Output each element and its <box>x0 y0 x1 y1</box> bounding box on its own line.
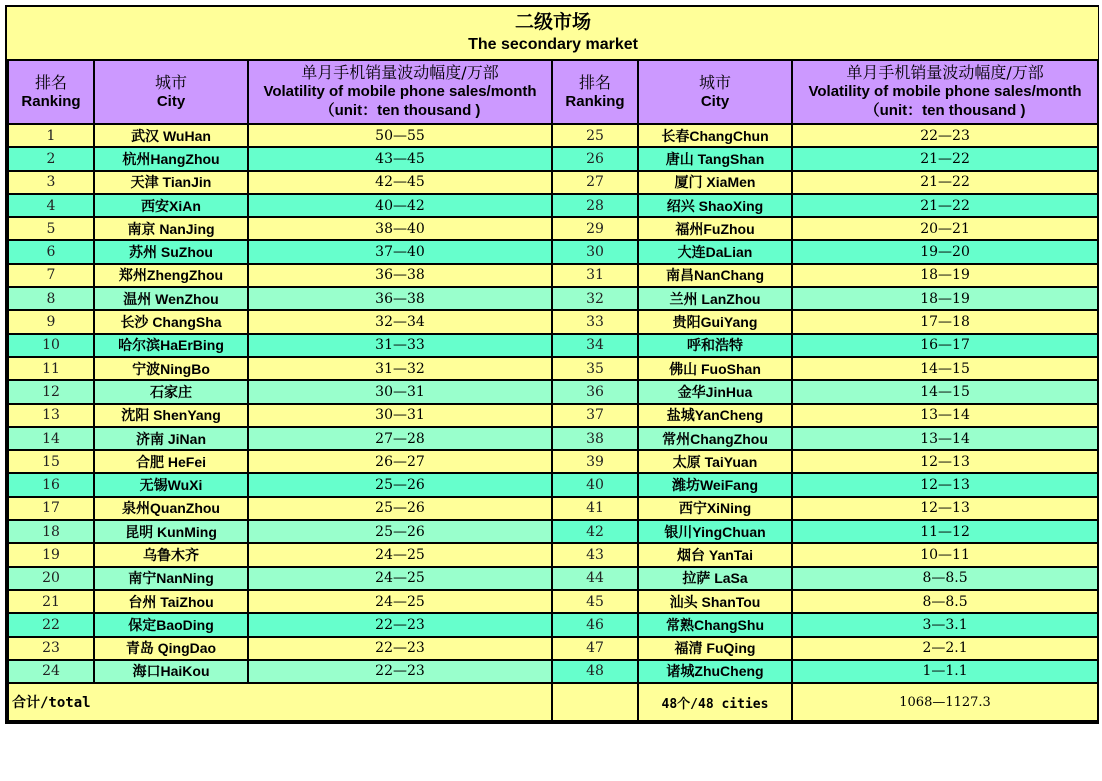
city-cell: 贵阳GuiYang <box>638 310 792 333</box>
header-city-left <box>94 60 248 124</box>
volatility-cell: 24—25 <box>248 590 552 613</box>
volatility-cell: 24—25 <box>248 543 552 566</box>
city-cell: 常州ChangZhou <box>638 427 792 450</box>
volatility-cell: 37—40 <box>248 240 552 263</box>
volatility-cell: 12—13 <box>792 473 1098 496</box>
header-volatility-unit: （unit：ten thousand ) <box>864 102 1026 119</box>
volatility-cell: 43—45 <box>248 147 552 170</box>
rank-cell: 22 <box>8 613 94 636</box>
volatility-cell: 30—31 <box>248 380 552 403</box>
rank-cell: 41 <box>552 497 638 520</box>
volatility-cell: 1—1.1 <box>792 660 1098 683</box>
city-cell: 石家庄 <box>94 380 248 403</box>
rank-cell: 5 <box>8 217 94 240</box>
rank-cell: 6 <box>8 240 94 263</box>
rank-cell: 2 <box>8 147 94 170</box>
rank-cell: 29 <box>552 217 638 240</box>
rank-cell: 39 <box>552 450 638 473</box>
volatility-cell: 8—8.5 <box>792 590 1098 613</box>
volatility-cell: 11—12 <box>792 520 1098 543</box>
volatility-cell: 36—38 <box>248 287 552 310</box>
city-cell: 银川YingChuan <box>638 520 792 543</box>
city-cell: 常熟ChangShu <box>638 613 792 636</box>
rank-cell: 48 <box>552 660 638 683</box>
city-cell: 武汉 WuHan <box>94 124 248 147</box>
volatility-cell: 24—25 <box>248 567 552 590</box>
rank-cell: 34 <box>552 334 638 357</box>
city-cell: 宁波NingBo <box>94 357 248 380</box>
rank-cell: 38 <box>552 427 638 450</box>
volatility-cell: 32—34 <box>248 310 552 333</box>
city-cell: 西安XiAn <box>94 194 248 217</box>
header-city-right <box>638 60 792 124</box>
rank-cell: 46 <box>552 613 638 636</box>
table-row <box>8 357 1098 380</box>
table-row <box>8 637 1098 660</box>
rank-cell: 40 <box>552 473 638 496</box>
volatility-cell: 31—32 <box>248 357 552 380</box>
header-rank-en: Ranking <box>21 93 81 110</box>
total-label: 合计/total <box>8 683 552 721</box>
header-city-en: City <box>156 93 186 110</box>
table-row <box>8 287 1098 310</box>
rank-cell: 32 <box>552 287 638 310</box>
volatility-cell: 14—15 <box>792 357 1098 380</box>
city-cell: 太原 TaiYuan <box>638 450 792 473</box>
total-volatility-range: 1068—1127.3 <box>792 683 1098 721</box>
city-cell: 潍坊WeiFang <box>638 473 792 496</box>
city-cell: 天津 TianJin <box>94 171 248 194</box>
table-row <box>8 543 1098 566</box>
table-row <box>8 567 1098 590</box>
city-cell: 福州FuZhou <box>638 217 792 240</box>
city-cell: 无锡WuXi <box>94 473 248 496</box>
rank-cell: 25 <box>552 124 638 147</box>
rank-cell: 23 <box>8 637 94 660</box>
city-cell: 盐城YanCheng <box>638 404 792 427</box>
city-cell: 哈尔滨HaErBing <box>94 334 248 357</box>
header-volatility-zh: 单月手机销量波动幅度/万部 <box>301 63 499 82</box>
volatility-cell: 30—31 <box>248 404 552 427</box>
title-chinese: 二级市场 <box>515 11 592 33</box>
table-row <box>8 171 1098 194</box>
header-rank-en: Ranking <box>565 93 625 110</box>
table-row <box>8 473 1098 496</box>
header-volatility-right <box>792 60 1098 124</box>
city-cell: 保定BaoDing <box>94 613 248 636</box>
rank-cell: 42 <box>552 520 638 543</box>
header-volatility-unit: （unit：ten thousand ) <box>319 102 481 119</box>
volatility-cell: 22—23 <box>248 613 552 636</box>
rank-cell: 44 <box>552 567 638 590</box>
header-city-en: City <box>700 93 730 110</box>
rank-cell: 30 <box>552 240 638 263</box>
volatility-cell: 8—8.5 <box>792 567 1098 590</box>
total-empty-cell <box>552 683 638 721</box>
header-volatility-en: Volatility of mobile phone sales/month <box>808 83 1082 100</box>
rank-cell: 27 <box>552 171 638 194</box>
volatility-cell: 20—21 <box>792 217 1098 240</box>
rank-cell: 9 <box>8 310 94 333</box>
rank-cell: 14 <box>8 427 94 450</box>
volatility-cell: 22—23 <box>248 660 552 683</box>
table-row <box>8 217 1098 240</box>
volatility-cell: 26—27 <box>248 450 552 473</box>
rank-cell: 16 <box>8 473 94 496</box>
city-cell: 南宁NanNing <box>94 567 248 590</box>
header-volatility-en: Volatility of mobile phone sales/month <box>263 83 537 100</box>
volatility-cell: 42—45 <box>248 171 552 194</box>
volatility-cell: 40—42 <box>248 194 552 217</box>
volatility-cell: 25—26 <box>248 497 552 520</box>
volatility-cell: 22—23 <box>792 124 1098 147</box>
rank-cell: 19 <box>8 543 94 566</box>
rank-cell: 18 <box>8 520 94 543</box>
city-cell: 合肥 HeFei <box>94 450 248 473</box>
city-cell: 汕头 ShanTou <box>638 590 792 613</box>
header-rank-zh: 排名 <box>34 73 67 92</box>
volatility-cell: 18—19 <box>792 264 1098 287</box>
volatility-cell: 21—22 <box>792 194 1098 217</box>
rank-cell: 26 <box>552 147 638 170</box>
table-row <box>8 613 1098 636</box>
city-cell: 福清 FuQing <box>638 637 792 660</box>
city-cell: 厦门 XiaMen <box>638 171 792 194</box>
city-cell: 呼和浩特 <box>638 334 792 357</box>
city-cell: 乌鲁木齐 <box>94 543 248 566</box>
rank-cell: 24 <box>8 660 94 683</box>
volatility-cell: 13—14 <box>792 427 1098 450</box>
volatility-cell: 17—18 <box>792 310 1098 333</box>
rank-cell: 36 <box>552 380 638 403</box>
volatility-cell: 50—55 <box>248 124 552 147</box>
rank-cell: 11 <box>8 357 94 380</box>
volatility-cell: 13—14 <box>792 404 1098 427</box>
rank-cell: 20 <box>8 567 94 590</box>
volatility-cell: 21—22 <box>792 147 1098 170</box>
city-cell: 沈阳 ShenYang <box>94 404 248 427</box>
header-city-zh: 城市 <box>698 73 731 92</box>
volatility-cell: 18—19 <box>792 287 1098 310</box>
city-cell: 杭州HangZhou <box>94 147 248 170</box>
table-row <box>8 380 1098 403</box>
city-cell: 郑州ZhengZhou <box>94 264 248 287</box>
volatility-cell: 22—23 <box>248 637 552 660</box>
rank-cell: 4 <box>8 194 94 217</box>
header-rank-right <box>552 60 638 124</box>
city-cell: 海口HaiKou <box>94 660 248 683</box>
total-row <box>8 683 1098 721</box>
volatility-cell: 10—11 <box>792 543 1098 566</box>
table-row <box>8 334 1098 357</box>
volatility-cell: 16—17 <box>792 334 1098 357</box>
volatility-cell: 21—22 <box>792 171 1098 194</box>
city-cell: 温州 WenZhou <box>94 287 248 310</box>
rank-cell: 45 <box>552 590 638 613</box>
title-english: The secondary market <box>468 36 638 53</box>
table-row <box>8 147 1098 170</box>
city-cell: 金华JinHua <box>638 380 792 403</box>
city-cell: 烟台 YanTai <box>638 543 792 566</box>
rank-cell: 7 <box>8 264 94 287</box>
header-rank-left <box>8 60 94 124</box>
rank-cell: 13 <box>8 404 94 427</box>
rank-cell: 37 <box>552 404 638 427</box>
rank-cell: 17 <box>8 497 94 520</box>
rank-cell: 35 <box>552 357 638 380</box>
secondary-market-table <box>5 5 1099 724</box>
rank-cell: 47 <box>552 637 638 660</box>
volatility-cell: 3—3.1 <box>792 613 1098 636</box>
city-cell: 南昌NanChang <box>638 264 792 287</box>
rank-cell: 15 <box>8 450 94 473</box>
city-cell: 济南 JiNan <box>94 427 248 450</box>
city-cell: 绍兴 ShaoXing <box>638 194 792 217</box>
city-cell: 青岛 QingDao <box>94 637 248 660</box>
table-row <box>8 194 1098 217</box>
rank-cell: 43 <box>552 543 638 566</box>
header-volatility-zh: 单月手机销量波动幅度/万部 <box>846 63 1044 82</box>
rank-cell: 1 <box>8 124 94 147</box>
table-row <box>8 660 1098 683</box>
header-volatility-left <box>248 60 552 124</box>
table-row <box>8 520 1098 543</box>
header-rank-zh: 排名 <box>578 73 611 92</box>
rank-cell: 12 <box>8 380 94 403</box>
table-row <box>8 240 1098 263</box>
volatility-cell: 2—2.1 <box>792 637 1098 660</box>
city-cell: 苏州 SuZhou <box>94 240 248 263</box>
table-row <box>8 427 1098 450</box>
table-row <box>8 124 1098 147</box>
volatility-cell: 38—40 <box>248 217 552 240</box>
table-row <box>8 404 1098 427</box>
city-cell: 西宁XiNing <box>638 497 792 520</box>
volatility-cell: 36—38 <box>248 264 552 287</box>
city-cell: 诸城ZhuCheng <box>638 660 792 683</box>
volatility-cell: 12—13 <box>792 450 1098 473</box>
city-cell: 兰州 LanZhou <box>638 287 792 310</box>
volatility-cell: 12—13 <box>792 497 1098 520</box>
table-row <box>8 590 1098 613</box>
table-row <box>8 497 1098 520</box>
rank-cell: 8 <box>8 287 94 310</box>
table-row <box>8 450 1098 473</box>
rank-cell: 21 <box>8 590 94 613</box>
city-cell: 长沙 ChangSha <box>94 310 248 333</box>
city-cell: 佛山 FuoShan <box>638 357 792 380</box>
header-city-zh: 城市 <box>154 73 187 92</box>
city-cell: 大连DaLian <box>638 240 792 263</box>
city-cell: 长春ChangChun <box>638 124 792 147</box>
volatility-cell: 25—26 <box>248 520 552 543</box>
table-title <box>8 7 1098 60</box>
rank-cell: 3 <box>8 171 94 194</box>
table-row <box>8 264 1098 287</box>
volatility-cell: 25—26 <box>248 473 552 496</box>
rank-cell: 31 <box>552 264 638 287</box>
total-city-count: 48个/48 cities <box>638 683 792 721</box>
rank-cell: 33 <box>552 310 638 333</box>
city-cell: 泉州QuanZhou <box>94 497 248 520</box>
volatility-cell: 19—20 <box>792 240 1098 263</box>
city-cell: 拉萨 LaSa <box>638 567 792 590</box>
table-row <box>8 310 1098 333</box>
city-cell: 唐山 TangShan <box>638 147 792 170</box>
city-cell: 昆明 KunMing <box>94 520 248 543</box>
city-cell: 南京 NanJing <box>94 217 248 240</box>
city-cell: 台州 TaiZhou <box>94 590 248 613</box>
rank-cell: 28 <box>552 194 638 217</box>
rank-cell: 10 <box>8 334 94 357</box>
volatility-cell: 14—15 <box>792 380 1098 403</box>
volatility-cell: 31—33 <box>248 334 552 357</box>
volatility-cell: 27—28 <box>248 427 552 450</box>
